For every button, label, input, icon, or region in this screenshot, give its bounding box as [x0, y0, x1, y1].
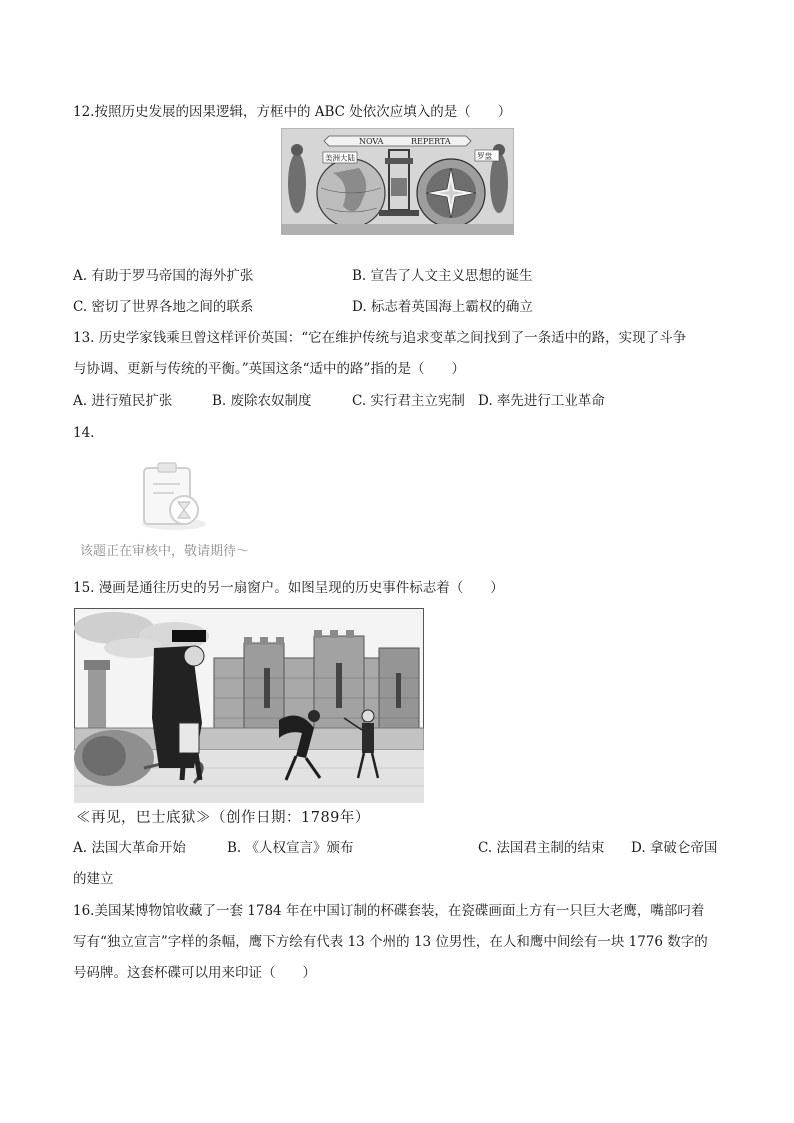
nova-reperta-engraving — [281, 128, 514, 235]
q13-option-c[interactable]: C. 实行君主立宪制 — [352, 393, 465, 409]
q13-option-d[interactable]: D. 率先进行工业革命 — [478, 393, 605, 409]
q13-stem-line1: 13. 历史学家钱乘旦曾这样评价英国：“它在维护传统与追求变革之间找到了一条适中的路，实现了斗争 — [73, 330, 687, 346]
q15-option-d-continued: 的建立 — [73, 871, 114, 887]
q15-figure-caption: ≪再见，巴士底狱≫（创作日期：1789年） — [76, 810, 370, 826]
q13-option-b[interactable]: B. 废除农奴制度 — [212, 393, 312, 409]
banner-reperta: REPERTA — [411, 137, 451, 146]
q16-stem-line1: 16.美国某博物馆收藏了一套 1784 年在中国订制的杯碟套装，在瓷碟画面上方有一只巨大老鹰，嘴部叼着 — [73, 903, 705, 919]
banner-nova: NOVA — [359, 137, 384, 146]
q12-option-b[interactable]: B. 宣告了人文主义思想的诞生 — [352, 268, 533, 284]
q14-number: 14. — [73, 425, 95, 441]
q13-stem-line2: 与协调、更新与传统的平衡。”英国这条“适中的路”指的是（ ） — [73, 361, 465, 377]
q12-figure-nova-reperta — [281, 128, 514, 235]
label-america: 美洲大陆 — [325, 153, 355, 163]
clipboard-hourglass-icon — [138, 458, 208, 532]
q16-stem-line2: 写有“独立宣言”字样的条幅，鹰下方绘有代表 13 个州的 13 位男性，在人和鹰中间绘有一块 1776 数字的 — [73, 934, 708, 950]
q12-stem: 12.按照历史发展的因果逻辑，方框中的 ABC 处依次应填入的是（ ） — [73, 104, 512, 120]
q15-cartoon-bastille — [74, 608, 424, 803]
q13-option-a[interactable]: A. 进行殖民扩张 — [73, 393, 173, 409]
label-compass: 罗盘 — [477, 151, 492, 161]
q14-pending-notice: 该题正在审核中，敬请期待～ — [80, 544, 250, 559]
q12-option-c[interactable]: C. 密切了世界各地之间的联系 — [73, 299, 254, 315]
q15-option-a[interactable]: A. 法国大革命开始 — [73, 840, 186, 856]
q15-stem: 15. 漫画是通往历史的另一扇窗户。如图呈现的历史事件标志着（ ） — [73, 580, 504, 596]
q12-option-a[interactable]: A. 有助于罗马帝国的海外扩张 — [73, 268, 254, 284]
q15-option-b[interactable]: B. 《人权宣言》颁布 — [227, 840, 354, 856]
q15-option-c[interactable]: C. 法国君主制的结束 — [478, 840, 605, 856]
q12-option-d[interactable]: D. 标志着英国海上霸权的确立 — [352, 299, 533, 315]
q16-stem-line3: 号码牌。这套杯碟可以用来印证（ ） — [73, 965, 316, 981]
q15-option-d[interactable]: D. 拿破仑帝国 — [631, 840, 718, 856]
